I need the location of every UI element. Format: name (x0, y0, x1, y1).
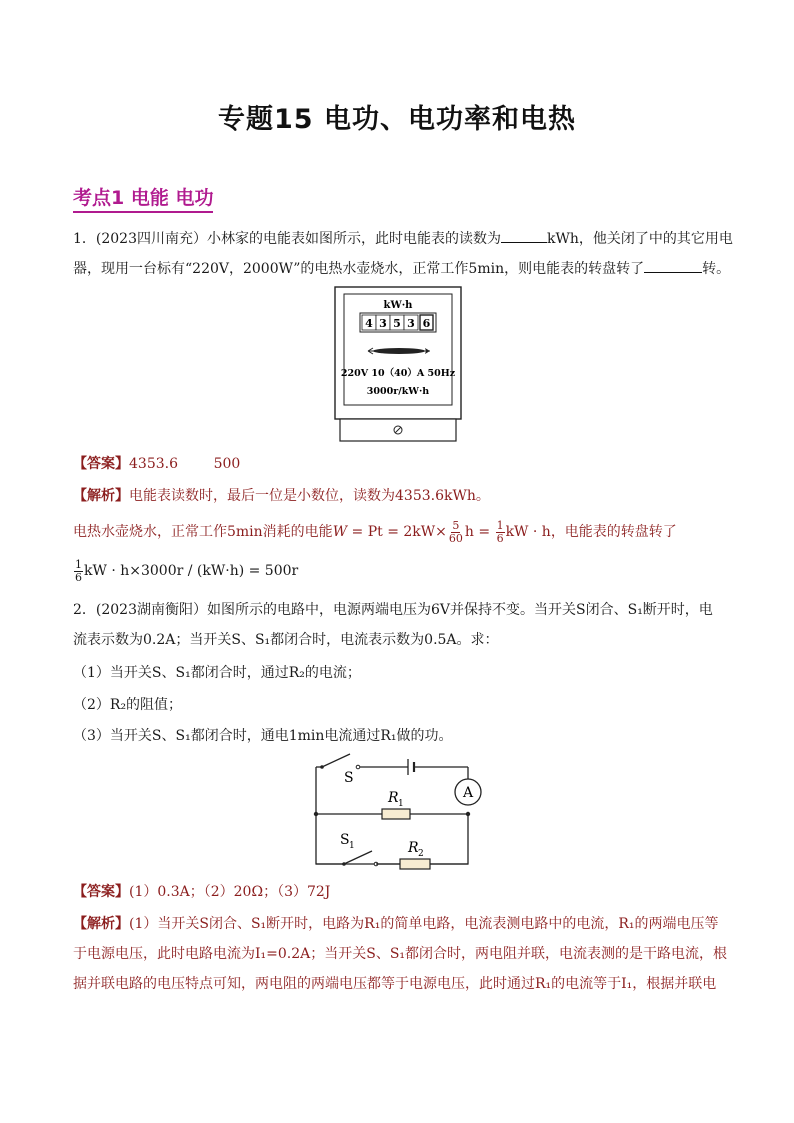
question-2-sub-3: （3）当开关S、S₁都闭合时，通电1min电流通过R₁做的功。 (73, 728, 453, 744)
analysis-1-line-3 (73, 556, 723, 586)
meter-digit-2: 3 (379, 317, 387, 330)
meter-rating-label: 220V 10（40）A 50Hz (340, 368, 456, 379)
r2-label: R (408, 840, 419, 856)
circuit-diagram (300, 752, 500, 877)
meter-digit-4: 3 (407, 317, 415, 330)
r2-label-sub: 2 (418, 849, 424, 859)
question-1-line-2 (73, 258, 731, 279)
analysis-2-line-2: 于电源电压，此时电路电流为I₁=0.2A；当开关S、S₁都闭合时，两电阻并联，电流表测的是干路电流，根 (73, 946, 728, 962)
ammeter-label: A (462, 785, 474, 801)
analysis-1-text-2: 电热水壶烧水，正常工作5min消耗的电能 (73, 524, 333, 540)
analysis-1-line-2 (73, 517, 723, 547)
question-2-line-1: 2．(2023湖南衡阳）如图所示的电路中，电源两端电压为6V并保持不变。当开关S闭合、S₁断开时，电 (73, 602, 713, 618)
r1-label: R (388, 790, 399, 806)
answer-1-values: 4353.6 500 (129, 456, 241, 472)
analysis-1-text-3: kW · h×3000r / (kW·h) = 500r (84, 563, 299, 579)
meter-digit-display (360, 313, 436, 332)
analysis-1-text-2-post: ，电能表的转盘转了 (550, 524, 677, 540)
answer-2-line (73, 882, 723, 902)
analysis-2-line-1 (73, 914, 723, 934)
equation-end: kW · h (505, 524, 551, 540)
equation-mid: = Pt = 2kW× (347, 524, 447, 540)
electric-meter-figure (334, 286, 462, 444)
answer-tag: 【答案】 (73, 456, 129, 472)
resistor-r1 (382, 809, 410, 819)
analysis-tag: 【解析】 (73, 488, 129, 504)
switch-s-label: S (344, 770, 354, 786)
analysis-2-text-1: (1）当开关S闭合、S₁断开时，电路为R₁的简单电路，电流表测电路中的电流，R₁的两端电压等 (129, 916, 719, 932)
analysis-2-line-3: 据并联电路的电压特点可知，两电阻的两端电压都等于电源电压，此时通过R₁的电流等于I₁，根据并联电 (73, 976, 717, 992)
analysis-2-tag: 【解析】 (73, 916, 129, 932)
question-1-text-2: 器，现用一台标有“220V，2000W”的电热水壶烧水，正常工作5min，则电能表的转盘转了 (73, 261, 645, 277)
question-1-tail: 转。 (702, 261, 731, 277)
equation-w: W (332, 524, 348, 540)
question-1-text: 1．(2023四川南充）小林家的电能表如图所示，此时电能表的读数为 (73, 231, 501, 247)
answer-2-tag: 【答案】 (73, 884, 129, 900)
question-2-sub-2: （2）R₂的阻值； (73, 697, 183, 713)
section-heading: 考点1 电能 电功 (73, 186, 213, 213)
question-1-line-1 (73, 228, 733, 249)
switch-s1-label: S (340, 832, 350, 848)
resistor-r2 (400, 859, 430, 869)
equation-h: h = (464, 524, 495, 540)
switch-s-blade (322, 754, 350, 767)
answer-blank-revolutions (644, 258, 702, 273)
switch-s1-label-sub: 1 (349, 841, 355, 851)
r1-label-sub: 1 (398, 799, 404, 809)
page-title: 专题15 电功、电功率和电热 (218, 104, 576, 135)
question-2-sub-1: （1）当开关S、S₁都闭合时，通过R₂的电流； (73, 665, 361, 681)
question-1-unit-text: kWh，他关闭了中的其它用电 (547, 231, 733, 247)
switch-s1-blade (344, 851, 372, 864)
fraction-5-60: $\frac{5}{60}$ (448, 518, 463, 545)
answer-blank-reading (501, 228, 547, 243)
fraction-1-6-b: $\frac{1}{6}$ (75, 557, 82, 584)
analysis-1-line-1 (73, 486, 723, 506)
question-2-line-2: 流表示数为0.2A；当开关S、S₁都闭合时，电流表示数为0.5A。求： (73, 632, 499, 648)
meter-digit-5: 6 (422, 317, 431, 330)
answer-2-values: (1）0.3A；（2）20Ω；（3）72J (129, 884, 331, 900)
meter-digit-1: 4 (365, 317, 373, 330)
answer-1-line (73, 454, 723, 474)
meter-digit-3: 5 (393, 317, 401, 330)
analysis-1-text-1: 电能表读数时，最后一位是小数位，读数为4353.6kWh。 (129, 488, 490, 504)
fraction-1-6: $\frac{1}{6}$ (496, 518, 504, 545)
meter-revolution-constant: 3000r/kW·h (366, 386, 430, 397)
meter-unit-label: kW·h (383, 300, 413, 311)
